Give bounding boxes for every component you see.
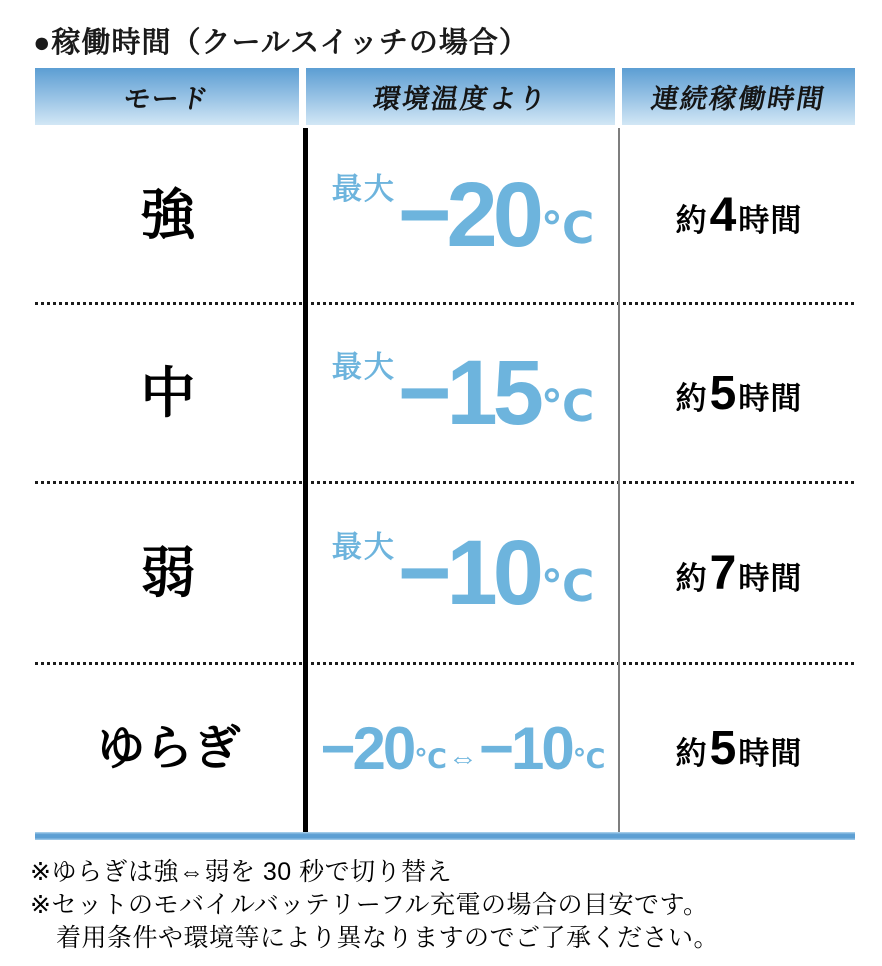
- temperature-cell: [303, 342, 623, 444]
- column-divider-thin: [618, 128, 620, 832]
- duration-cell: [623, 366, 855, 421]
- temperature-block: [331, 164, 595, 266]
- footnotes: [30, 856, 719, 955]
- mode-cell: [35, 721, 303, 775]
- double-arrow-icon: ⇔: [448, 741, 478, 775]
- duration-prefix: 約: [675, 736, 708, 771]
- header-duration-label: 連続稼働時間: [648, 84, 828, 114]
- header-cell-mode: [35, 68, 299, 125]
- max-label: 最大: [331, 351, 396, 384]
- temperature-left-unit: ℃: [414, 743, 447, 774]
- table-row-weak: [35, 484, 855, 662]
- temperature-right-value: −10: [479, 714, 572, 782]
- temperature-value: −15: [397, 342, 539, 444]
- duration-cell: [623, 721, 855, 776]
- max-label: 最大: [331, 173, 396, 206]
- table-header-row: [35, 68, 855, 125]
- footnote-battery: ※セットのモバイルバッテリーフル充電の場合の目安です。: [30, 891, 709, 919]
- mode-cell: [35, 541, 303, 604]
- footnote-conditions: 着用条件や環境等により異なりますのでご了承ください。: [56, 924, 720, 952]
- duration-suffix: 時間: [738, 380, 803, 416]
- temperature-value: −10: [397, 522, 539, 624]
- operating-time-table: [35, 68, 855, 840]
- column-divider-thick: [303, 128, 308, 832]
- table-row-medium: [35, 305, 855, 481]
- temperature-unit: ℃: [540, 562, 595, 611]
- temperature-cell: [303, 164, 623, 266]
- temperature-range-block: [320, 714, 606, 782]
- duration-suffix: 時間: [738, 202, 803, 238]
- mode-label: 中: [140, 361, 198, 424]
- temperature-cell: [303, 522, 623, 624]
- duration-value: 5: [709, 722, 737, 775]
- table-row-strong: [35, 128, 855, 302]
- temperature-block: [331, 522, 595, 624]
- footnote-switching: ※ゆらぎは強⇔弱を 30 秒で切り替え: [30, 858, 453, 886]
- duration-suffix: 時間: [738, 560, 803, 596]
- duration-value: 4: [709, 188, 737, 242]
- duration-suffix: 時間: [738, 736, 803, 771]
- header-cell-temperature: [306, 68, 615, 125]
- mode-cell: [35, 183, 303, 246]
- duration-value: 7: [709, 546, 737, 600]
- temperature-left-value: −20: [320, 714, 414, 782]
- table-body: [35, 128, 855, 832]
- temperature-value: −20: [397, 164, 539, 266]
- duration-prefix: 約: [675, 560, 708, 596]
- mode-label: 弱: [140, 541, 198, 604]
- table-row-fluctuation: [35, 665, 855, 832]
- duration-cell: [623, 188, 855, 243]
- mode-label: ゆらぎ: [96, 721, 241, 775]
- temperature-unit: ℃: [540, 382, 595, 431]
- mode-label: 強: [140, 183, 198, 246]
- temperature-unit: ℃: [540, 204, 595, 253]
- duration-prefix: 約: [675, 202, 708, 238]
- header-mode-label: モード: [121, 84, 212, 114]
- duration-prefix: 約: [675, 380, 708, 416]
- temperature-cell: [303, 714, 623, 782]
- duration-cell: [623, 546, 855, 601]
- header-temperature-label: 環境温度より: [370, 84, 550, 114]
- page-title: ●稼働時間（クールスイッチの場合）: [33, 27, 529, 59]
- table-bottom-border: [35, 832, 855, 840]
- mode-cell: [35, 361, 303, 424]
- temperature-right-unit: ℃: [572, 743, 606, 774]
- header-cell-duration: [622, 68, 855, 125]
- max-label: 最大: [331, 531, 396, 564]
- duration-value: 5: [709, 366, 737, 420]
- temperature-block: [331, 342, 595, 444]
